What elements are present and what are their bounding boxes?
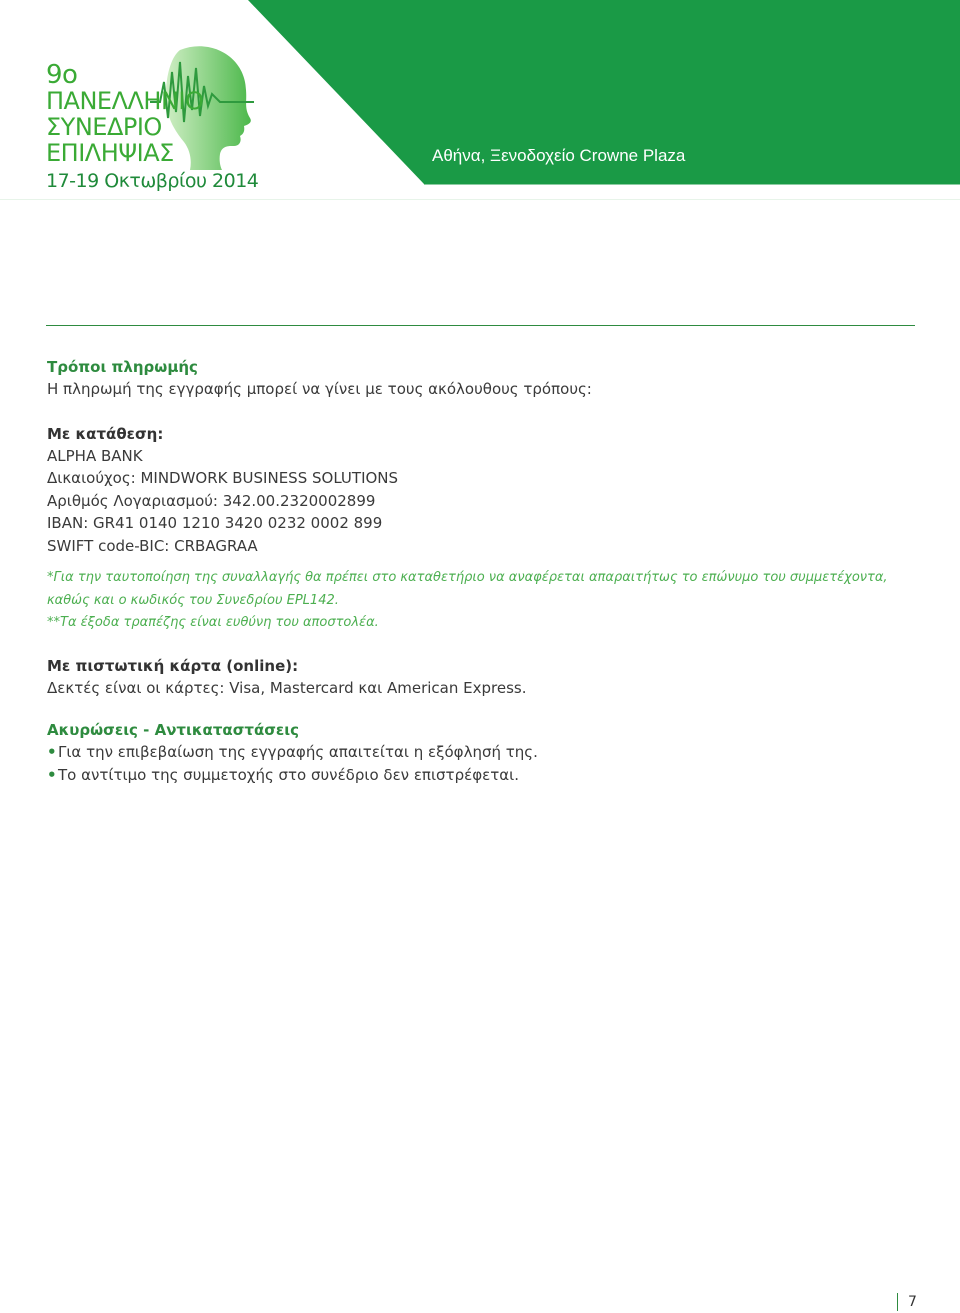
swift-code: SWIFT code-BIC: CRBAGRAA xyxy=(47,536,258,555)
conference-logo-text xyxy=(46,62,258,194)
bullet-icon: • xyxy=(47,765,57,784)
section-divider xyxy=(46,325,915,326)
bullet-icon: • xyxy=(47,743,57,761)
venue-label: Αθήνα, Ξενοδοχείο Crowne Plaza xyxy=(432,146,686,165)
credit-card-title: Με πιστωτική κάρτα (online): xyxy=(47,656,299,675)
bank-name: ALPHA BANK xyxy=(47,446,143,465)
iban: IBAN: GR41 0140 1210 3420 0232 0002 899 xyxy=(47,514,383,532)
cancellation-item-1: Για την επιβεβαίωση της εγγραφής απαιτείται η εξόφλησή της. xyxy=(58,743,538,761)
logo-line-edition: 9o xyxy=(46,60,78,90)
page-number: 7 xyxy=(897,1293,917,1311)
payment-methods-title: Τρόποι πληρωμής xyxy=(47,358,198,376)
list-item xyxy=(47,741,927,764)
cancellation-item-2: Το αντίτιμο της συμμετοχής στο συνέδριο δεν επιστρέφεται. xyxy=(58,765,519,784)
account-number: Αριθμός Λογαριασμού: 342.00.2320002899 xyxy=(47,491,376,510)
credit-card-text: Δεκτές είναι οι κάρτες: Visa, Mastercard και American Express. xyxy=(47,678,527,697)
deposit-note-1: *Για την ταυτοποίηση της συναλλαγής θα πρέπει στο καταθετήριο να αναφέρεται απαραιτήτως το επώνυμο του συμμετέχοντα, xyxy=(47,570,888,585)
logo-line-2: ΣΥΝΕΔΡΙΟ xyxy=(46,113,162,141)
logo-dates: 17-19 Οκτωβρίου 2014 xyxy=(46,170,259,192)
page-header xyxy=(0,0,960,200)
beneficiary: Δικαιούχος: MINDWORK BUSINESS SOLUTIONS xyxy=(47,469,399,487)
logo-line-3: ΕΠΙΛΗΨΙΑΣ xyxy=(46,139,174,167)
deposit-title: Με κατάθεση: xyxy=(47,424,164,443)
cancellations-title: Ακυρώσεις - Αντικαταστάσεις xyxy=(47,721,300,739)
payment-intro: Η πληρωμή της εγγραφής μπορεί να γίνει με τους ακόλουθους τρόπους: xyxy=(47,380,592,398)
main-content xyxy=(47,356,927,786)
deposit-note-2: καθώς και ο κωδικός του Συνεδρίου EPL142. xyxy=(47,592,339,608)
list-item xyxy=(47,764,927,787)
logo-line-1: ΠΑΝΕΛΛΗΝΙΟ xyxy=(46,87,204,115)
deposit-note-3: **Τα έξοδα τραπέζης είναι ευθύνη του αποστολέα. xyxy=(47,615,379,630)
